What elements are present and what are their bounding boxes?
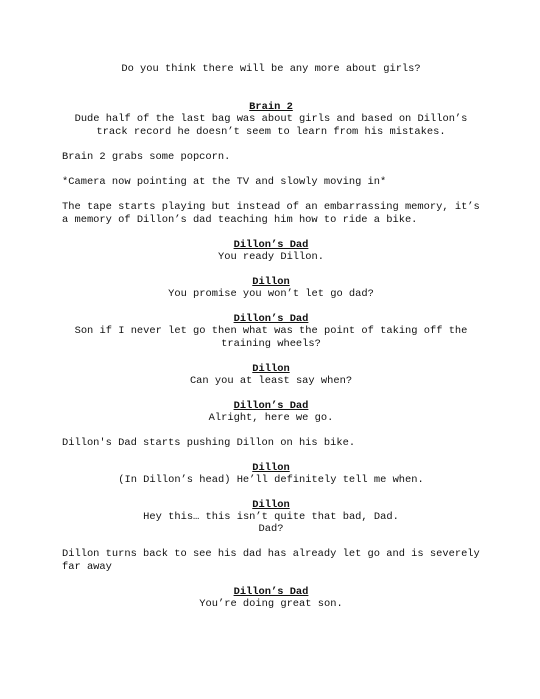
action-line: Dillon turns back to see his dad has already let go and is severely far away bbox=[62, 548, 487, 573]
dialog-line: You’re doing great son. bbox=[199, 598, 343, 610]
character-name: Dillon’s Dad bbox=[233, 586, 309, 598]
character-name: Dillon bbox=[252, 499, 290, 511]
character-name: Brain 2 bbox=[249, 101, 293, 113]
dialog-line: Dude half of the last bag was about girls and based on Dillon’s track record he doesn’t seem to learn from his mistakes. bbox=[74, 113, 474, 138]
action-line: *Camera now pointing at the TV and slowly moving in* bbox=[62, 176, 387, 188]
dialog-line: Can you at least say when? bbox=[189, 375, 353, 387]
character-name: Dillon bbox=[252, 363, 290, 375]
action-line: Dillon's Dad starts pushing Dillon on his bike. bbox=[62, 437, 356, 449]
dialog-line: You promise you won’t let go dad? bbox=[168, 288, 374, 300]
dialog-line: Do you think there will be any more about girls? bbox=[121, 63, 421, 75]
dialog-line: Hey this… this isn’t quite that bad, Dad. bbox=[143, 511, 399, 523]
character-name: Dillon’s Dad bbox=[233, 239, 309, 251]
character-name: Dillon’s Dad bbox=[233, 400, 309, 412]
character-name: Dillon bbox=[252, 462, 290, 474]
character-name: Dillon’s Dad bbox=[233, 313, 309, 325]
dialog-line: You ready Dillon. bbox=[217, 251, 324, 263]
action-line: The tape starts playing but instead of an embarrassing memory, it’s a memory of Dillon’s dad teaching him how to ride a bike. bbox=[62, 201, 487, 226]
dialog-line: (In Dillon’s head) He’ll definitely tell me when. bbox=[118, 474, 424, 486]
action-line: Brain 2 grabs some popcorn. bbox=[62, 151, 231, 163]
character-name: Dillon bbox=[252, 276, 290, 288]
dialog-line: Alright, here we go. bbox=[208, 412, 334, 424]
dialog-line: Dad? bbox=[258, 523, 284, 535]
dialog-line: Son if I never let go then what was the point of taking off the training wheels? bbox=[74, 325, 474, 350]
